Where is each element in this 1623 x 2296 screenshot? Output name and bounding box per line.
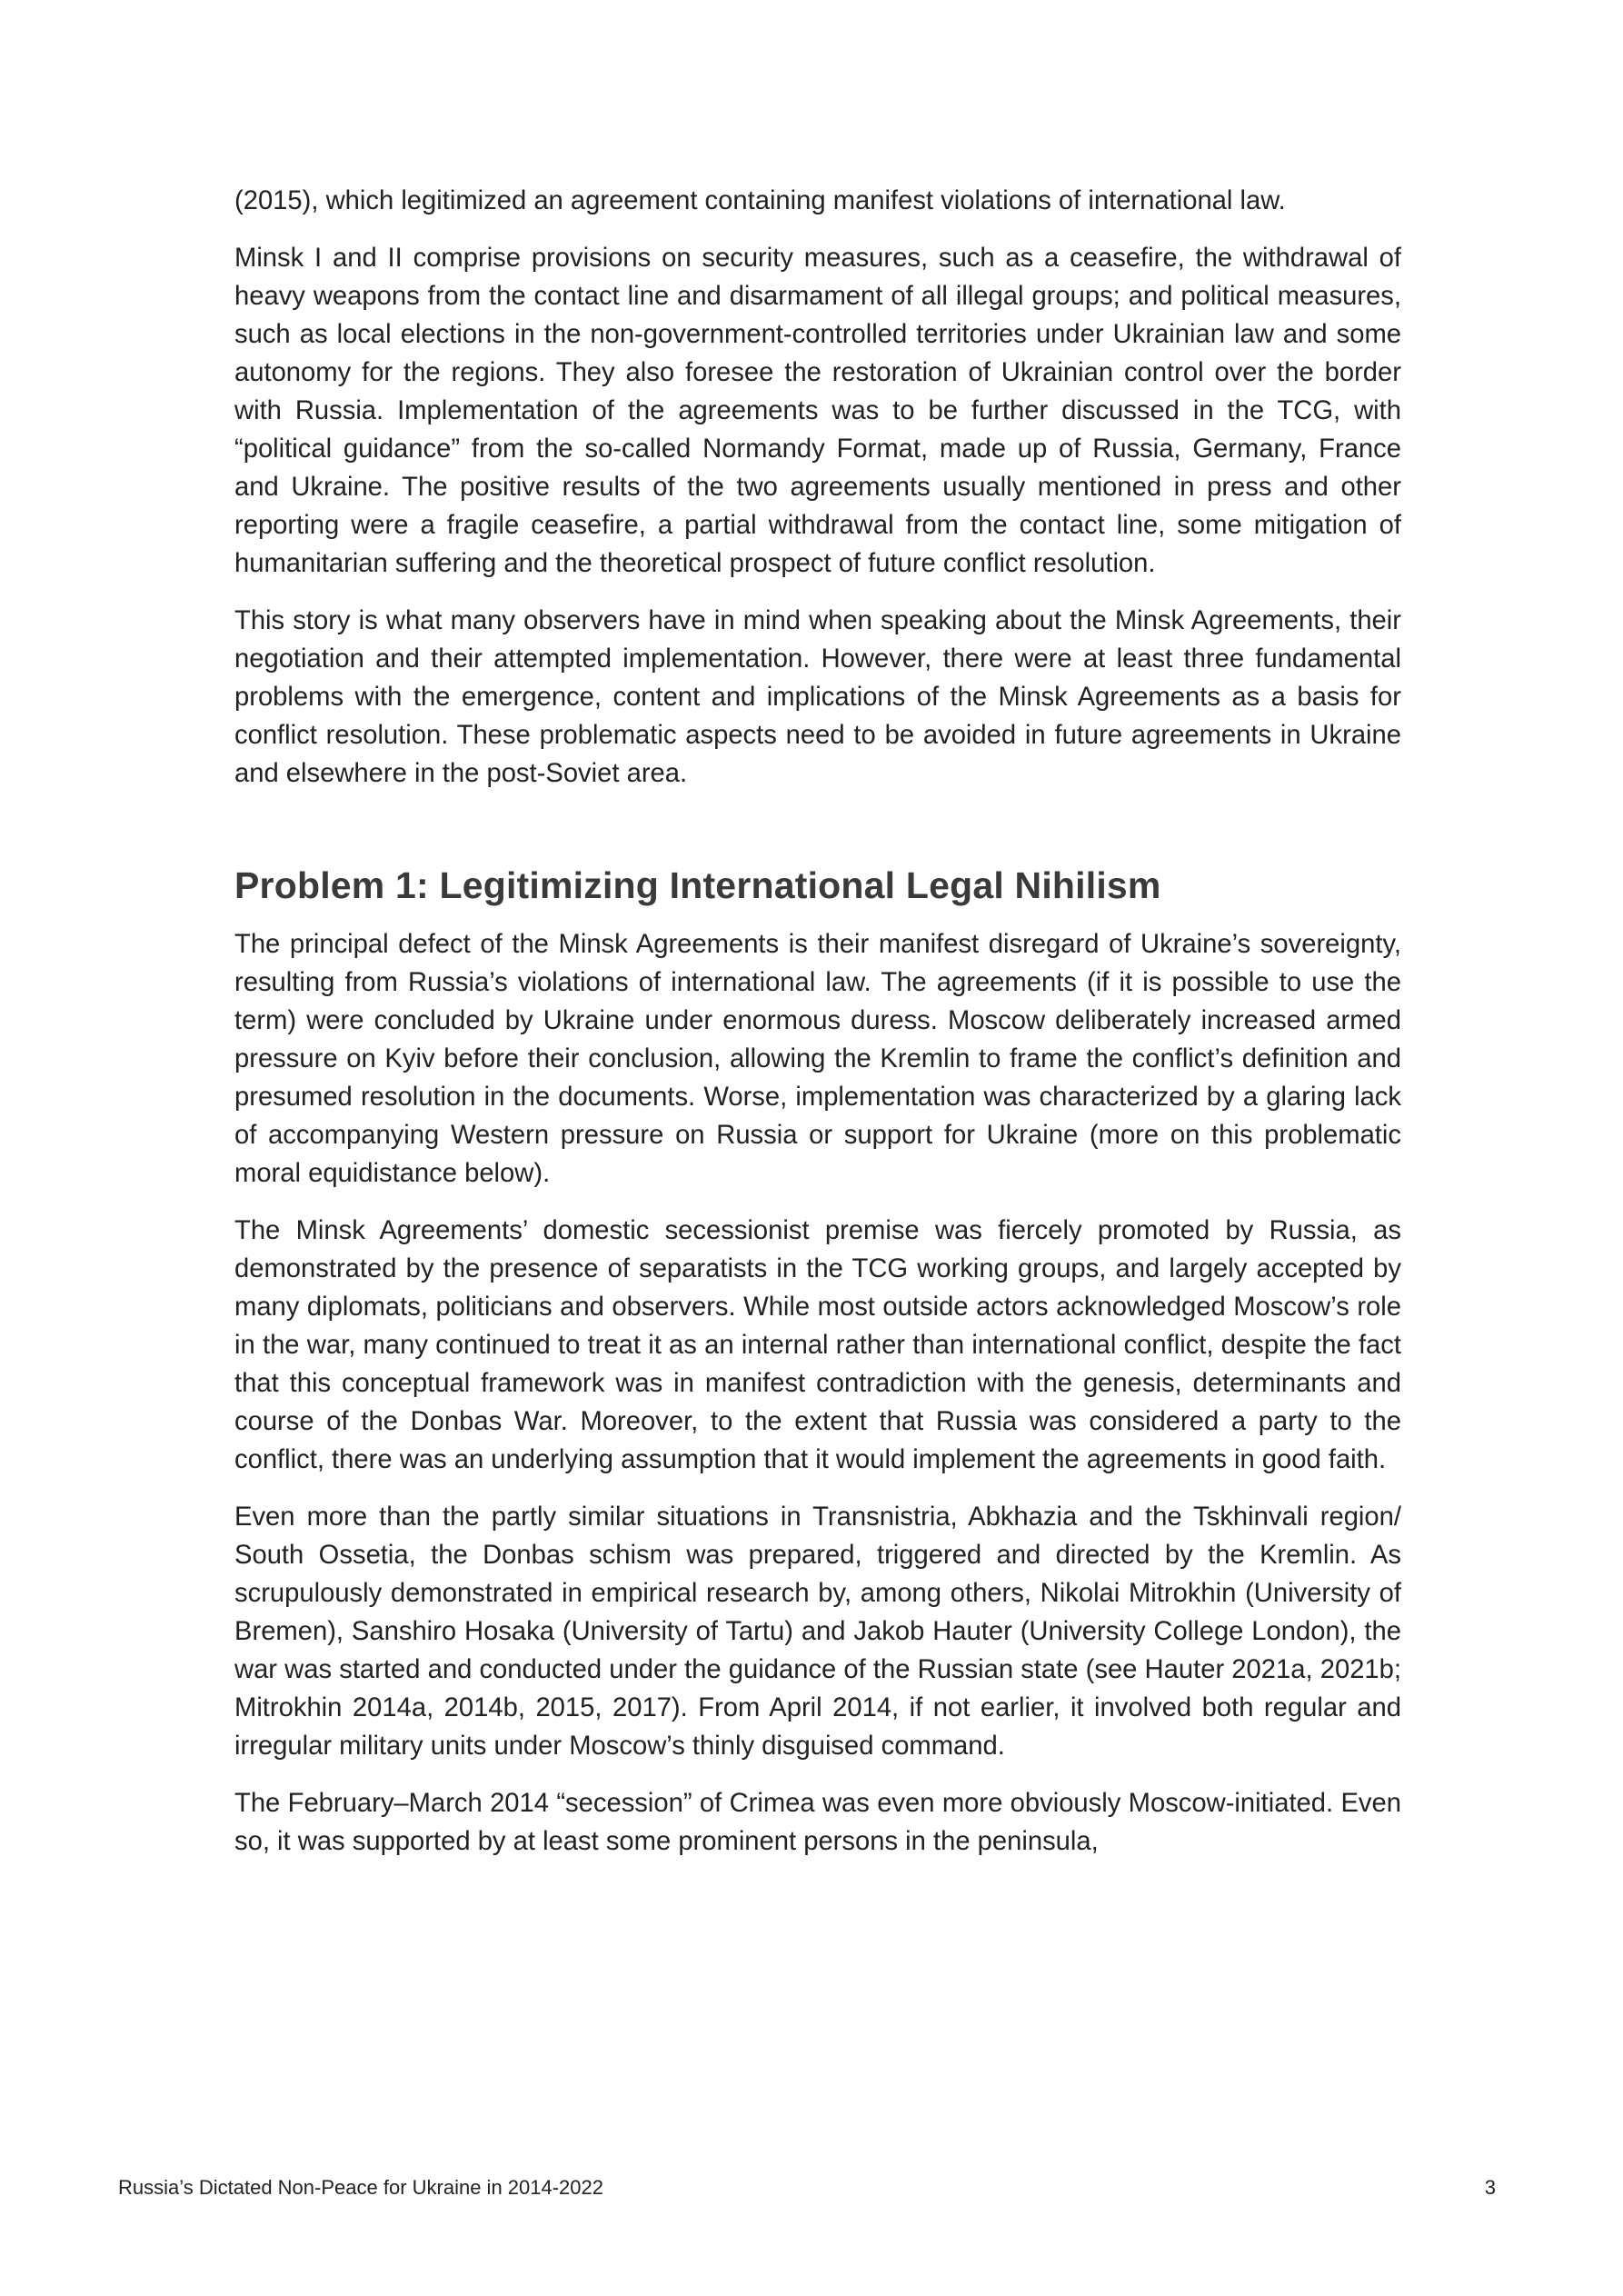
paragraph-secessionist-premise: The Minsk Agreements’ domestic secessionist premise was fiercely promoted by Russia, as demonstrated by the presence of separatists in the TCG working groups, and largely accepted by many diplomats, politicians and observers. While most outside actors acknowledged Moscow’s role in the war, many continued to treat it as an internal rather than international conflict, despite the fact that this conceptual framework was in manifest contradiction with the genesis, determinants and course of the Donbas War. Moreover, to the extent that Russia was considered a party to the conflict, there was an underlying assumption that it would implement the agreements in good faith. <box>234 1216 1401 1474</box>
paragraph-crimea-secession: The February–March 2014 “secession” of Crimea was even more obviously Moscow-initiated. Even so, it was supported by at least some prominent persons in the peninsula, <box>234 1789 1401 1856</box>
main-content <box>234 182 1401 1880</box>
paragraph-principal-defect: The principal defect of the Minsk Agreements is their manifest disregard of Ukraine’s sovereignty, resulting from Russia’s violations of international law. The agreements (if it is possible to use the term) were concluded by Ukraine under enormous duress. Moscow deliberately increased armed pressure on Kyiv before their conclusion, allowing the Kremlin to frame the conflict’s definition and presumed resolution in the documents. Worse, implementation was characterized by a glaring lack of accompanying Western pressure on Russia or support for Ukraine (more on this problematic moral equidistance below). <box>234 930 1401 1188</box>
paragraph-minsk-provisions: Minsk I and II comprise provisions on security measures, such as a ceasefire, the withdrawal of heavy weapons from the contact line and disarmament of all illegal groups; and political measures, such as local elections in the non-government-controlled territories under Ukrainian law and some autonomy for the regions. They also foresee the restoration of Ukrainian control over the border with Russia. Implementation of the agreements was to be further discussed in the TCG, with “political guidance” from the so-called Normandy Format, made up of Russia, Germany, France and Ukraine. The positive results of the two agreements usually mentioned in press and other reporting were a fragile ceasefire, a partial withdrawal from the contact line, some mitigation of humanitarian suffering and the theoretical prospect of future conflict resolution. <box>234 244 1401 578</box>
paragraph-continuation: (2015), which legitimized an agreement containing manifest violations of international law. <box>234 186 1286 215</box>
paragraph-donbas-schism: Even more than the partly similar situations in Transnistria, Abkhazia and the Tskhinvali region/ South Ossetia, the Donbas schism was prepared, triggered and directed by the Kremlin. As scrupulously demonstrated in empirical research by, among others, Nikolai Mitrokhin (University of Bremen), Sanshiro Hosaka (University of Tartu) and Jakob Hauter (University College London), the war was started and conducted under the guidance of the Russian state (see Hauter 2021a, 2021b; Mitrokhin 2014a, 2014b, 2015, 2017). From April 2014, if not earlier, it involved both regular and irregular military units under Moscow’s thinly disguised command. <box>234 1502 1401 1761</box>
section-heading: Problem 1: Legitimizing International Legal Nihilism <box>234 864 1161 906</box>
footer-document-title: Russia’s Dictated Non-Peace for Ukraine in 2014-2022 <box>118 2176 603 2199</box>
footer-page-number: 3 <box>1484 2176 1496 2199</box>
paragraph-observers-story: This story is what many observers have in mind when speaking about the Minsk Agreements, their negotiation and their attempted implementation. However, there were at least three fundamental problems with the emergence, content and implications of the Minsk Agreements as a basis for conflict resolution. These problematic aspects need to be avoided in future agreements in Ukraine and elsewhere in the post-Soviet area. <box>234 606 1401 788</box>
